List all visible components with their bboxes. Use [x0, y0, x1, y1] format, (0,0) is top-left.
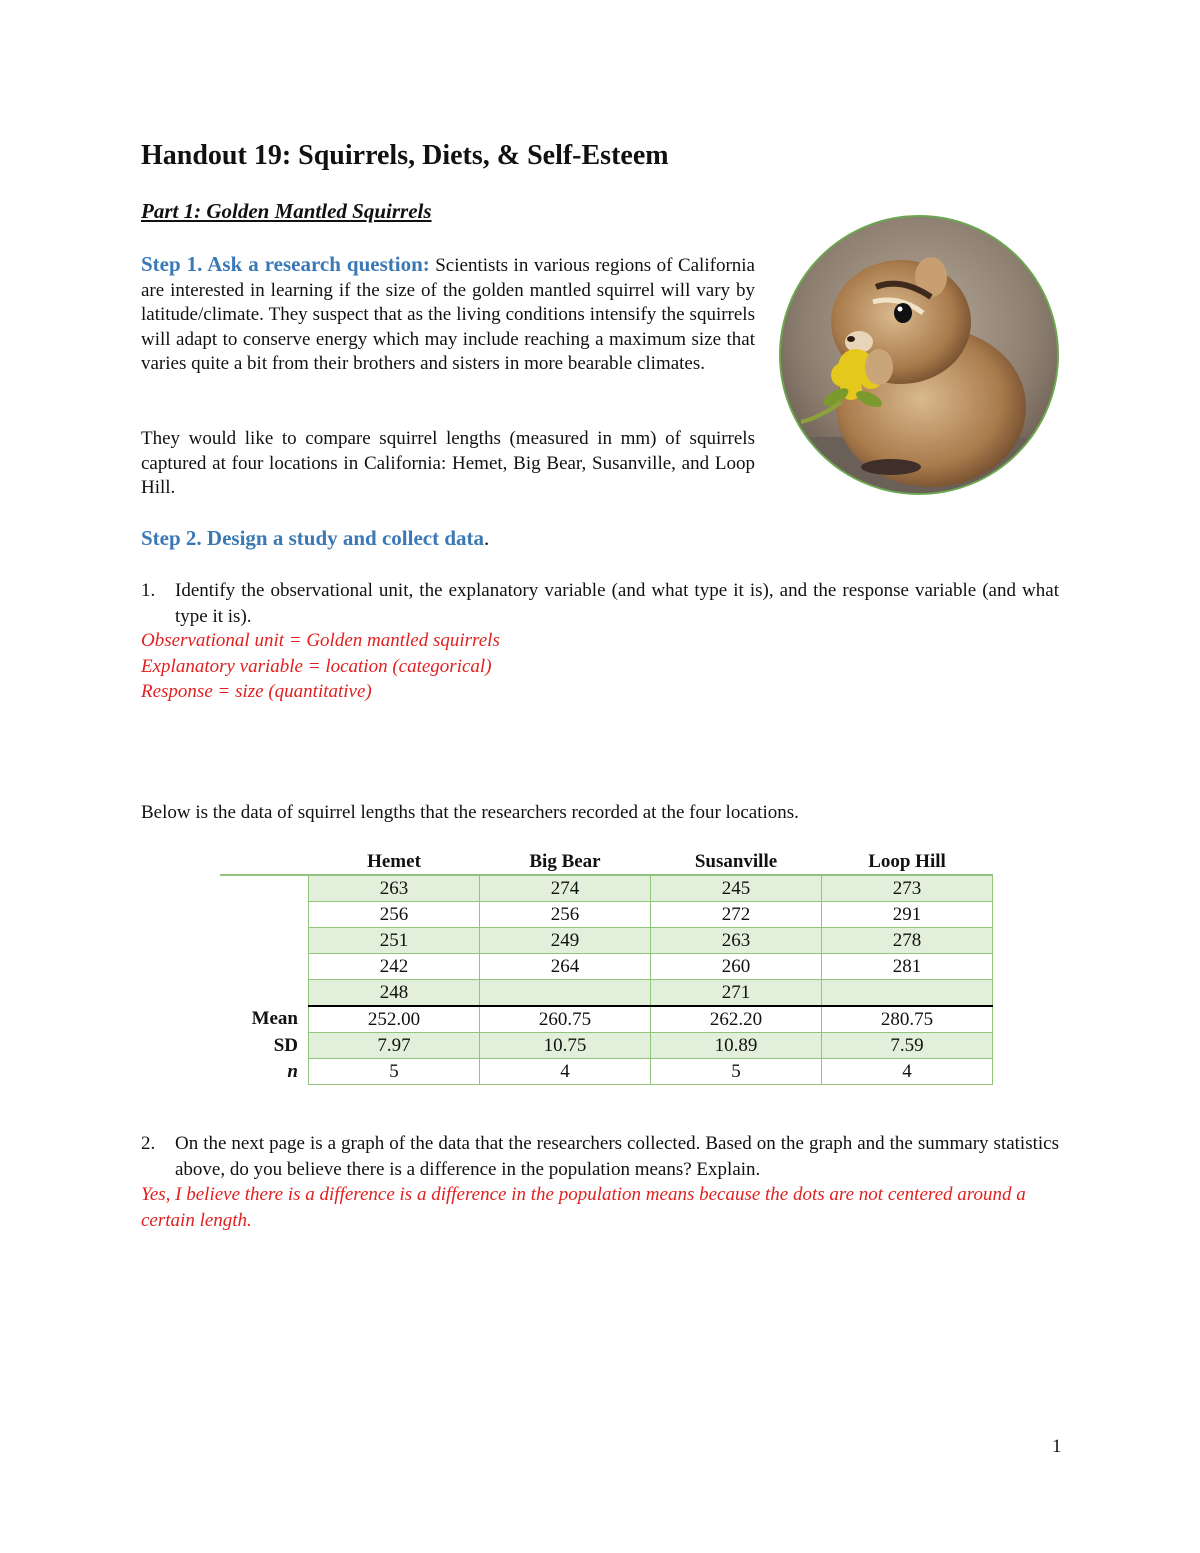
table-cell: 249 [480, 928, 651, 954]
table-cell: 272 [651, 902, 822, 928]
row-label [220, 928, 309, 954]
row-label-n: n [287, 1060, 298, 1082]
stat-cell: 5 [651, 1059, 822, 1085]
table-cell [822, 980, 993, 1007]
table-cell: 248 [309, 980, 480, 1007]
table-cell: 278 [822, 928, 993, 954]
stat-cell: 5 [309, 1059, 480, 1085]
step2-heading [141, 526, 489, 551]
step2-period: . [484, 526, 490, 550]
table-row [220, 980, 993, 1007]
row-label [220, 902, 309, 928]
stat-cell: 7.97 [309, 1033, 480, 1059]
table-cell: 256 [480, 902, 651, 928]
stat-cell: 260.75 [480, 1006, 651, 1033]
answer-1-line: Explanatory variable = location (categorical) [141, 655, 492, 677]
squirrel-photo [779, 215, 1059, 495]
stat-cell: 4 [822, 1059, 993, 1085]
row-label [220, 980, 309, 1007]
question-1-text: Identify the observational unit, the explanatory variable (and what type it is), and the response variable (and what type it is). [175, 580, 1059, 627]
part1-heading: Part 1: Golden Mantled Squirrels [141, 199, 432, 223]
answer-2: Yes, I believe there is a difference is a difference in the population means because the dots are not centered around a certain length. [141, 1184, 1026, 1231]
table-intro: Below is the data of squirrel lengths that the researchers recorded at the four locations. [141, 802, 799, 823]
question-1-number: 1. [141, 580, 156, 601]
stat-cell: 252.00 [309, 1006, 480, 1033]
stat-cell: 10.89 [651, 1033, 822, 1059]
answer-1 [141, 628, 500, 705]
table-cell [480, 980, 651, 1007]
stats-row-mean [220, 1006, 993, 1033]
table-row [220, 902, 993, 928]
table-cell: 242 [309, 954, 480, 980]
answer-1-line: Observational unit = Golden mantled squirrels [141, 630, 500, 651]
corner-cell [220, 850, 309, 875]
question-2 [141, 1131, 1059, 1182]
row-label [220, 875, 309, 902]
column-header: Loop Hill [868, 851, 946, 872]
step1-text: Scientists in various regions of California are interested in learning if the size of the golden mantled squirrel will vary by latitude/climate. They suspect that as the living conditions intensify the squirrels will adapt to conserve energy which may include reaching a maximum size that varies quite a bit from their brothers and sisters in more bearable climates. [141, 255, 755, 375]
table-cell: 256 [309, 902, 480, 928]
step1-paragraph [141, 252, 755, 377]
table-cell: 263 [651, 928, 822, 954]
question-2-text: On the next page is a graph of the data that the researchers collected. Based on the graph and the summary statistics above, do you believe there is a difference in the population means? Explain. [175, 1133, 1059, 1180]
table-cell: 273 [822, 875, 993, 902]
column-header: Susanville [694, 851, 778, 872]
row-label-sd: SD [273, 1034, 298, 1056]
table-cell: 281 [822, 954, 993, 980]
table-row [220, 954, 993, 980]
table-cell: 274 [480, 875, 651, 902]
table-cell: 245 [651, 875, 822, 902]
stats-row-sd [220, 1033, 993, 1059]
column-header: Big Bear [529, 851, 601, 872]
table-cell: 291 [822, 902, 993, 928]
table-cell: 260 [651, 954, 822, 980]
answer-1-line: Response = size (quantitative) [141, 681, 372, 702]
column-header: Hemet [367, 851, 421, 872]
page-number: 1 [1052, 1436, 1062, 1457]
question-2-number: 2. [141, 1133, 156, 1154]
stat-cell: 10.75 [480, 1033, 651, 1059]
squirrel-length-table [220, 850, 993, 1085]
table-cell: 251 [309, 928, 480, 954]
step2-heading-text: Step 2. Design a study and collect data [141, 526, 485, 550]
stats-row-n [220, 1059, 993, 1085]
question-1 [141, 578, 1059, 629]
handout-title: Handout 19: Squirrels, Diets, & Self-Esteem [141, 140, 669, 171]
squirrel-illustration [781, 217, 1057, 493]
table-cell: 263 [309, 875, 480, 902]
stat-cell: 280.75 [822, 1006, 993, 1033]
table-header-row [220, 850, 993, 875]
step1-paragraph-2: They would like to compare squirrel lengths (measured in mm) of squirrels captured at four locations in California: Hemet, Big Bear, Susanville, and Loop Hill. [141, 428, 755, 499]
row-label-mean: Mean [251, 1008, 298, 1030]
stat-cell: 7.59 [822, 1033, 993, 1059]
stat-cell: 4 [480, 1059, 651, 1085]
table-row [220, 875, 993, 902]
table-row [220, 928, 993, 954]
table-cell: 271 [651, 980, 822, 1007]
table-cell: 264 [480, 954, 651, 980]
stat-cell: 262.20 [651, 1006, 822, 1033]
step1-heading: Step 1. Ask a research question: [141, 252, 430, 276]
row-label [220, 954, 309, 980]
